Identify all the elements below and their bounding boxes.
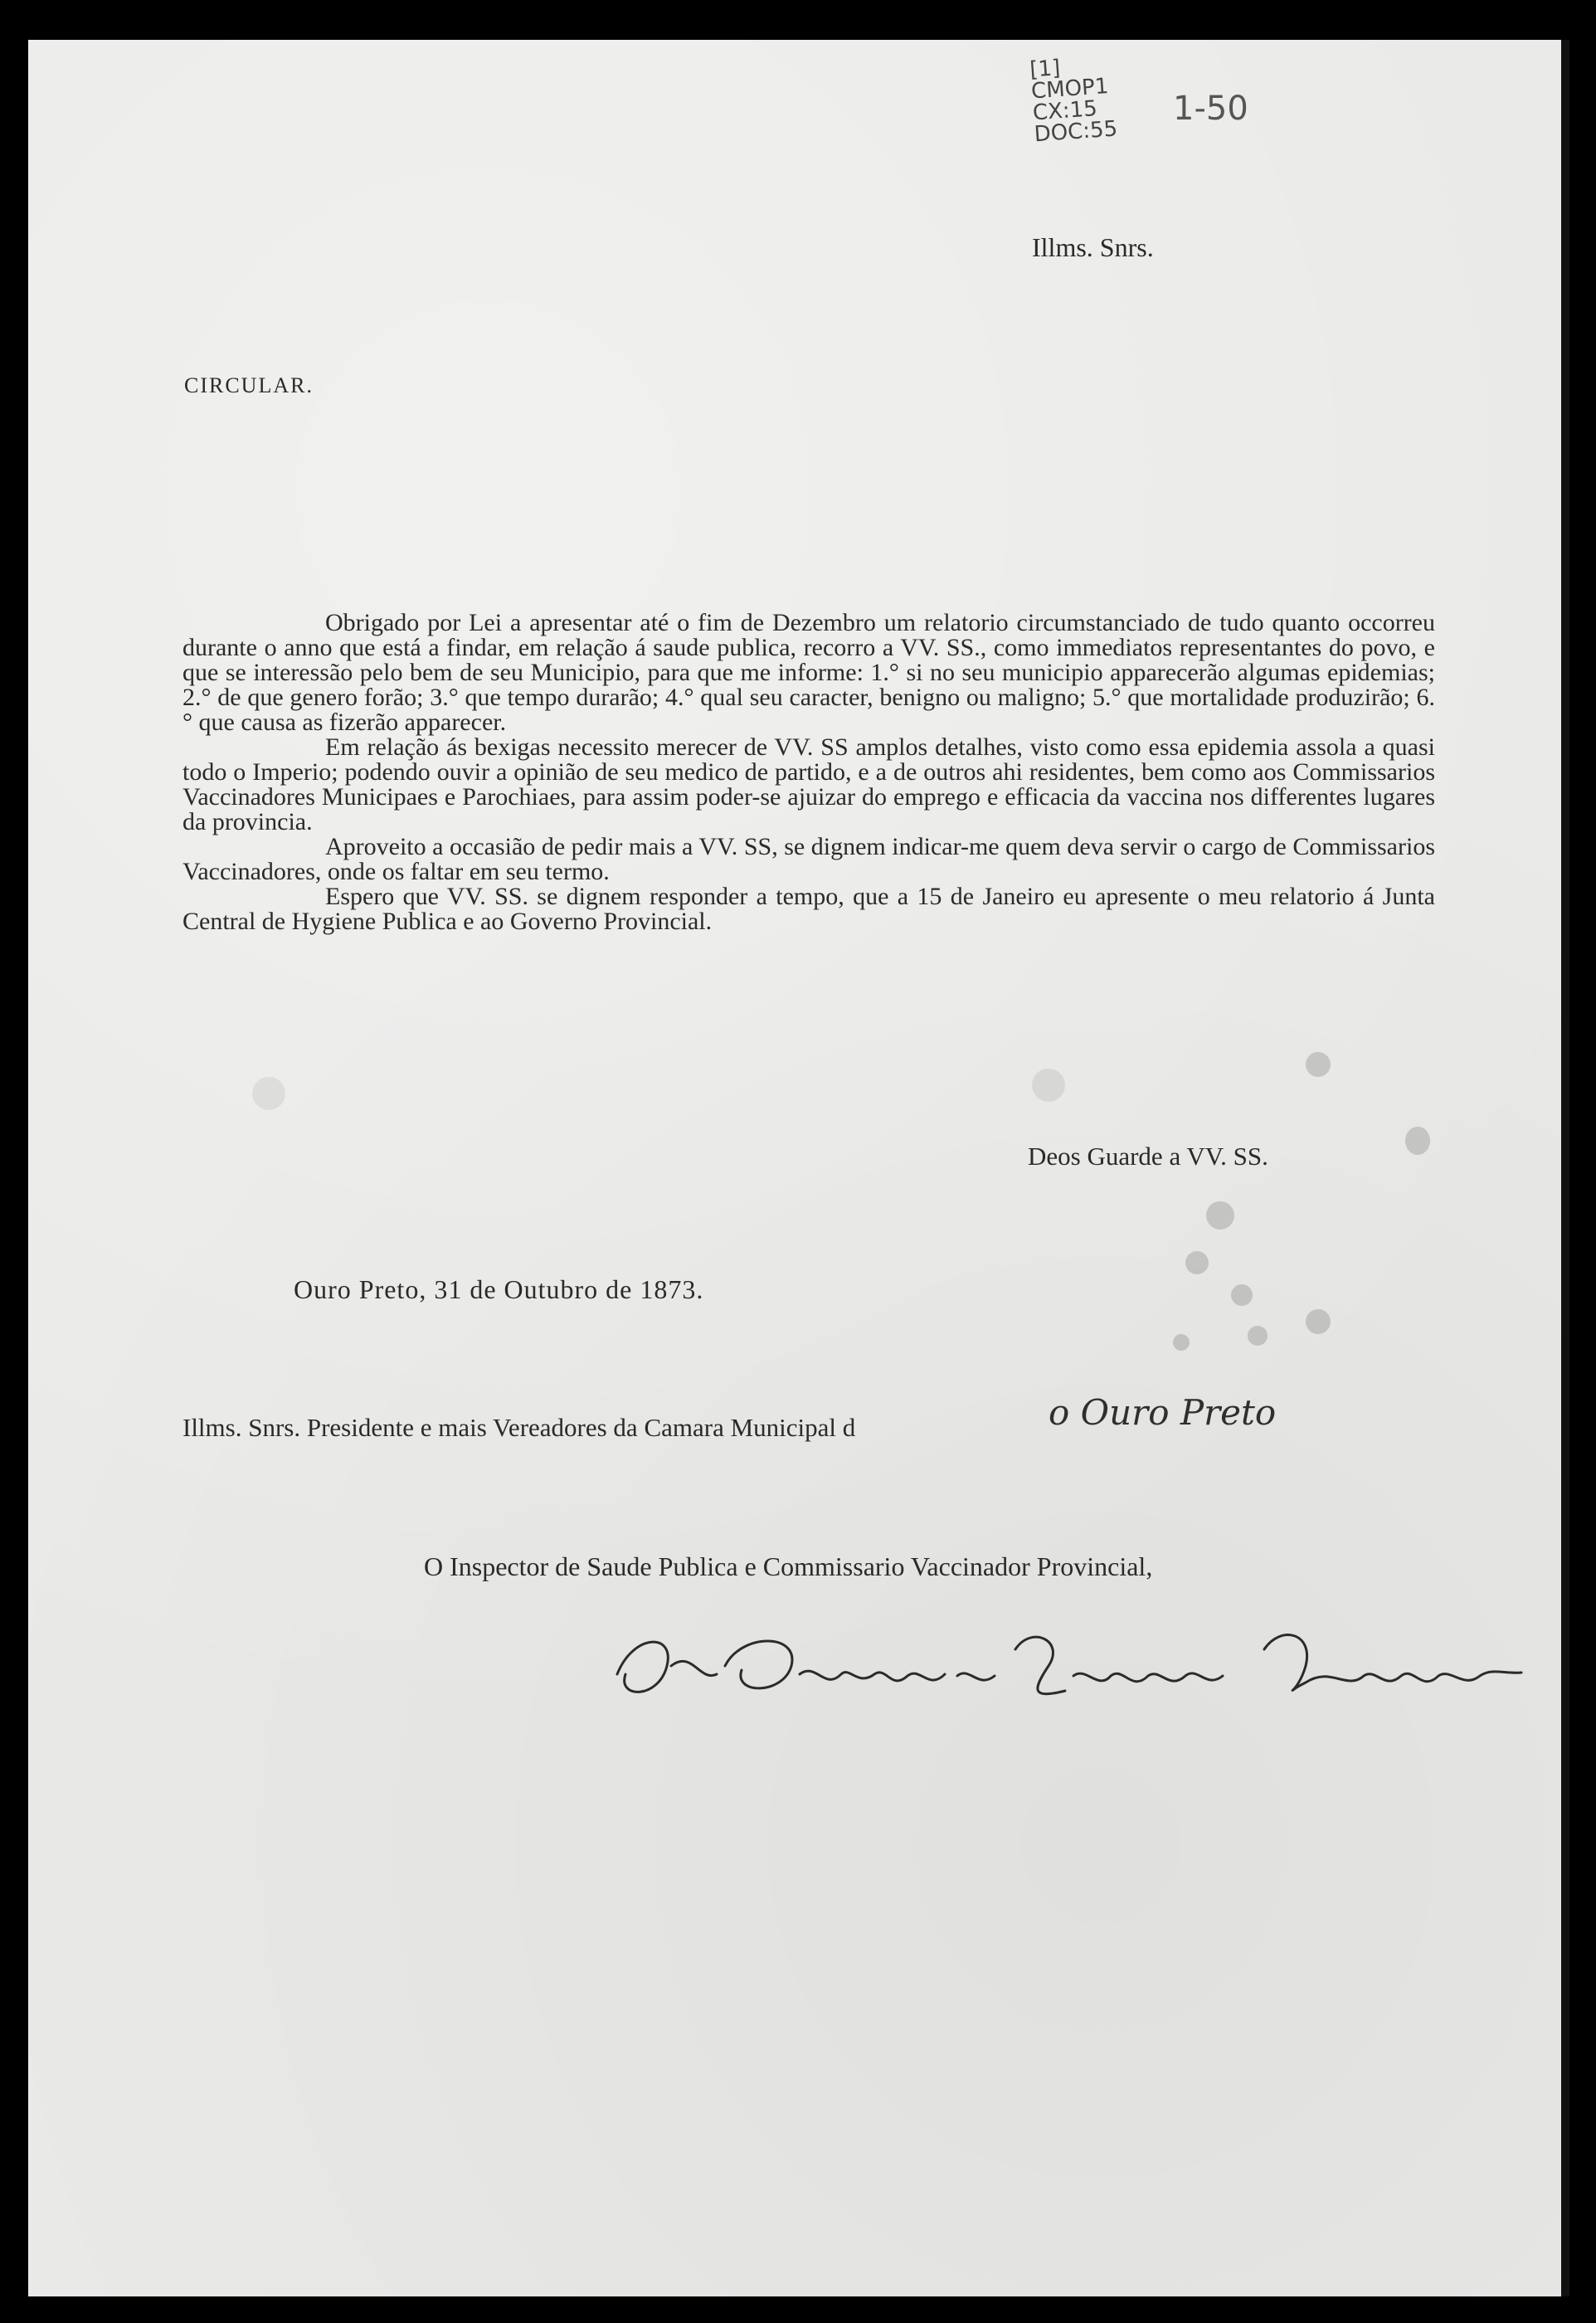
- addressee-handwritten: o Ouro Preto: [1049, 1392, 1277, 1433]
- place-and-date: Ouro Preto, 31 de Outubro de 1873.: [294, 1274, 704, 1304]
- closing-formula: Deos Guarde a VV. SS.: [1028, 1142, 1268, 1171]
- handwritten-signature: [601, 1616, 1538, 1716]
- paper-stain: [1306, 1052, 1331, 1077]
- paper-stain: [252, 1077, 285, 1110]
- paper-stain: [1231, 1284, 1253, 1306]
- document-page: [28, 40, 1569, 2296]
- paper-stain: [1248, 1326, 1268, 1346]
- archive-reference-number: 1-50: [1173, 90, 1248, 128]
- body-paragraph-2: Em relação ás bexigas necessito merecer de VV. SS amplos detalhes, visto como essa epidemia assola a quasi todo o Imperio; podendo ouvir a opinião de seu medico de partido, e a de outros ahi residentes, bem como aos Commissarios Vaccinadores Municipaes e Parochiaes, para assim poder-se ajuizar do emprego e efficacia da vaccina nos differentes lugares da provincia.: [182, 733, 1435, 835]
- body-paragraph-1: Obrigado por Lei a apresentar até o fim de Dezembro um relatorio circumstanciado de tudo quanto occorreu durante o anno que está a findar, em relação á saude publica, recorro a VV. SS., como immediatos representantes do povo, e que se interessão pelo bem de seu Municipio, para que me informe: 1.° si no seu municipio apparecerão algumas epidemias; 2.° de que genero forão; 3.° que tempo durarão; 4.° qual seu caracter, benigno ou maligno; 5.° que mortalidade produzirão; 6.° que causa as fizerão apparecer.: [182, 609, 1435, 736]
- paper-stain: [1306, 1309, 1331, 1334]
- salutation: Illms. Snrs.: [1032, 232, 1154, 262]
- paper-stain: [1032, 1069, 1065, 1102]
- paper-stain: [1206, 1201, 1234, 1230]
- signatory-title: O Inspector de Saude Publica e Commissario Vaccinador Provincial,: [424, 1551, 1153, 1581]
- paper-stain: [1185, 1251, 1209, 1274]
- paper-stain: [1173, 1334, 1190, 1351]
- body-paragraph-4: Espero que VV. SS. se dignem responder a tempo, que a 15 de Janeiro eu apresente o meu relatorio á Junta Central de Hygiene Publica e ao Governo Provincial.: [182, 883, 1435, 935]
- body-paragraph-3: Aproveito a occasião de pedir mais a VV. SS, se dignem indicar-me quem deva servir o cargo de Commissarios Vaccinadores, onde os faltar em seu termo.: [182, 833, 1435, 885]
- paper-stain: [1405, 1127, 1430, 1155]
- addressee-line: Illms. Snrs. Presidente e mais Vereadores da Camara Municipal d: [182, 1413, 856, 1442]
- letter-body: [182, 611, 1435, 934]
- archive-reference-note: [1] CMOP1 CX:15 DOC:55: [1029, 56, 1119, 148]
- circular-label: CIRCULAR.: [184, 373, 314, 397]
